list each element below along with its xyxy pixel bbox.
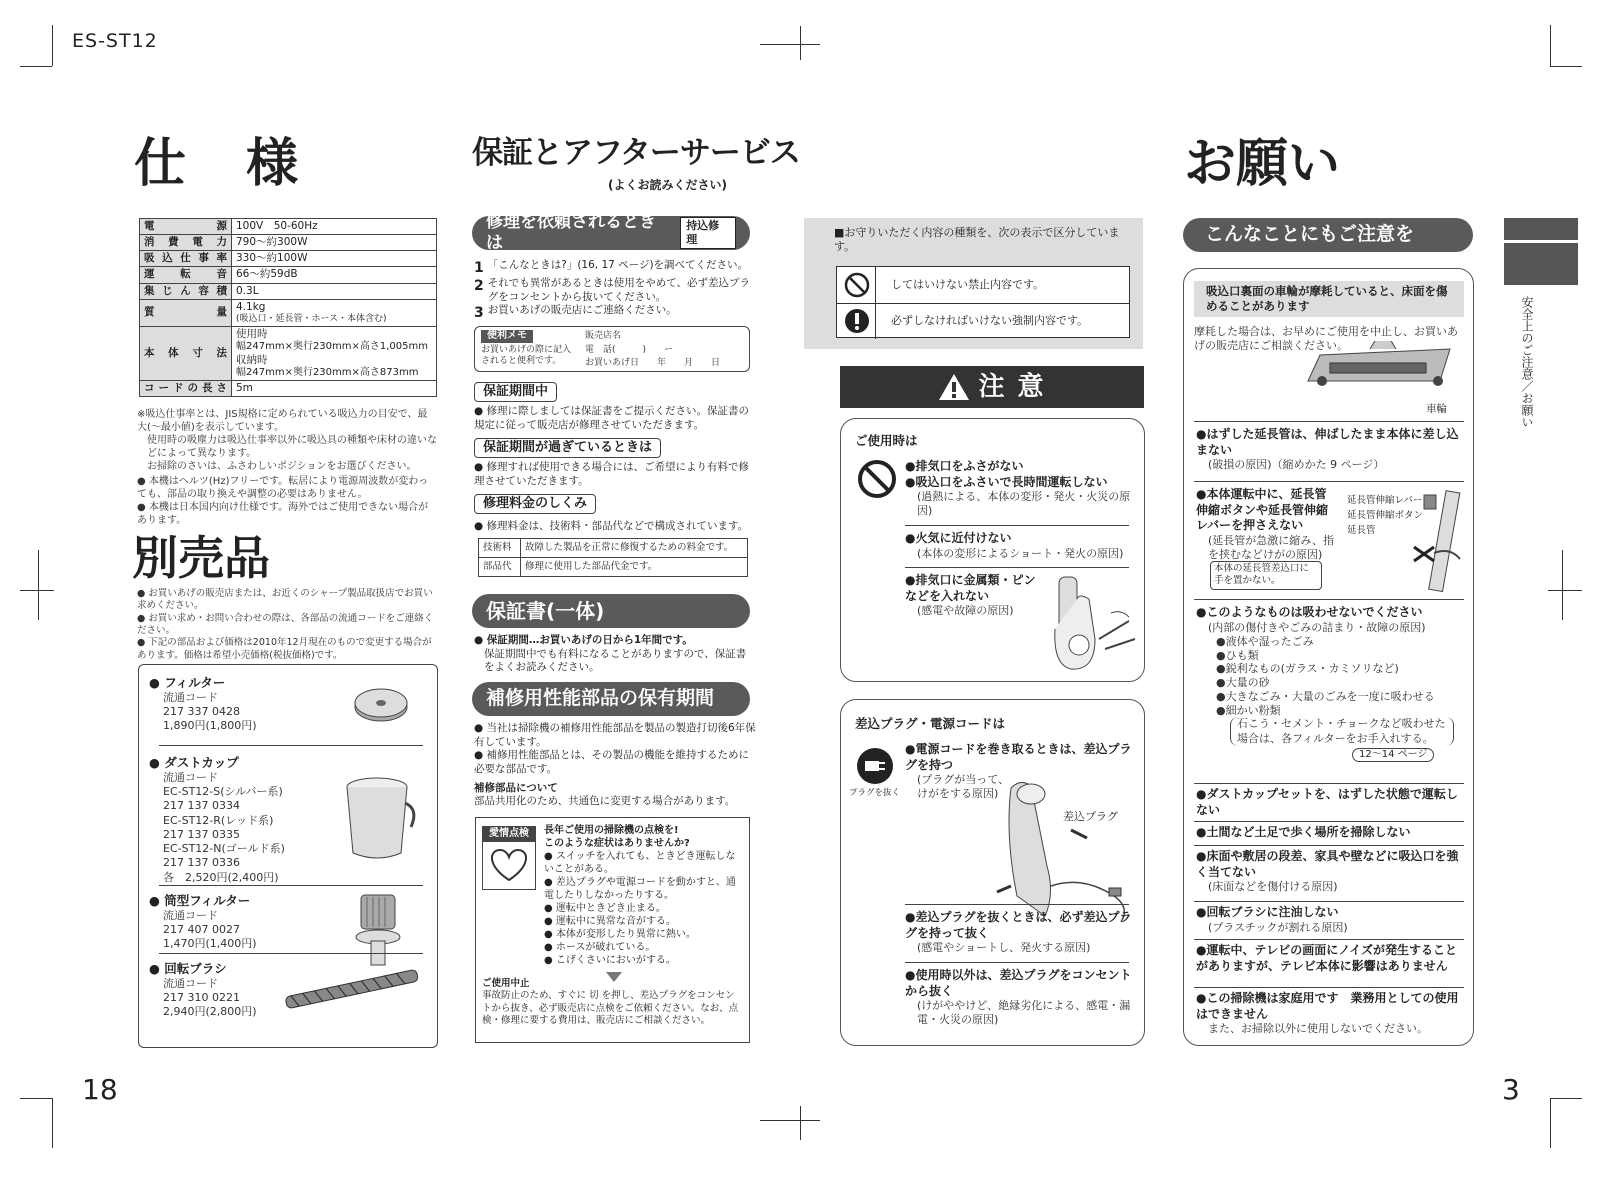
fee-table bbox=[478, 538, 748, 577]
parts-text: ● 当社は掃除機の補修用性能部品を製品の製造打切後6年保有しています。 ● 補修用性能部品とは、その製品の機能を維持するために必要な部品です。 補修部品について 部品共用化のため、共通色に変更する場合があります。 bbox=[474, 722, 756, 808]
warning-icon bbox=[938, 372, 970, 402]
memo-box: 便利メモ お買いあげの際に記入されると便利です。 販売店名 電 話( ) ー お買いあげ日 年 月 日 bbox=[474, 326, 750, 372]
parts-pill: 補修用性能部品の保有期間 bbox=[472, 682, 750, 716]
crop-mark bbox=[20, 1098, 52, 1099]
crop-mark bbox=[1550, 25, 1551, 66]
crop-mark bbox=[760, 44, 820, 45]
request-box: 吸込口裏面の車輪が摩耗していると、床面を傷めることがあります 摩耗した場合は、お早めにご使用を中止し、お買いあげの販売店にご相談ください。 車輪 ●はずした延長管は、伸ばしたまま本体に差し込まない (破損の原因)（縮めかた 9 ページ） ●本体運転中に、延長管伸縮ボタンや延長管伸縮レバーを押さえない (延長管が急激に縮み、指を挟むなどけがの原因) 延長管伸縮レバー 延長管伸縮ボタン 延長管 本体の延長管差込口に手を置かない。 ●このようなものは吸わせないでください (内部の傷付きやごみの詰まり・故障の原因) ●液体や湿ったごみ ●ひも類 ●鋭利なもの(ガラス・カミソリなど) ●大量の砂 ●大きなごみ・大量のごみを一度に吸わせる ●細かい粉類 石こう・セメント・チョークなど吸わせた場合は、各フィルターをお手入れする。 12〜14 ページ ●ダストカップセットを、はずした状態で運転しない ●土間など土足で歩く場所を掃除しない ●床面や敷居の段差、家具や壁などに吸込口を強く当てない (床面などを傷付ける原因) ●回転ブラシに注油しない (プラスチックが割れる原因) ●運転中、テレビの画面にノイズが発生することがありますが、テレビ本体に影響はありません ●この掃除機は家庭用です 業務用としての使用はできません また、お掃除以外に使用しないでください。 bbox=[1183, 268, 1474, 1046]
crop-mark bbox=[1548, 590, 1582, 591]
use-caution-box: ご使用時は ●排気口をふさがない ●吸込口をふさいで長時間運転しない (過熱による、本体の変形・発火・火災の原因) ●火気に近付けない (本体の変形によるショート・発火の原因) ●排気口に金属類・ピンなどを入れない (感電や故障の原因) bbox=[840, 418, 1145, 682]
request-pill: こんなことにもご注意を bbox=[1183, 218, 1473, 252]
caution-banner: 注 意 bbox=[840, 366, 1144, 408]
table-row: 吸込仕事率 330〜約100W bbox=[140, 251, 437, 267]
after-period-label: 保証期間が過ぎているときは bbox=[474, 438, 661, 458]
accessory-cylinder-filter: ● 筒型フィルター 流通コード 217 407 0027 1,470円(1,400円) bbox=[149, 893, 257, 951]
accessories-notes: ● お買いあげの販売店または、お近くのシャープ製品取扱店でお買い求めください。 ● お買い求め・お問い合わせの際は、各部品の流通コードをご連絡ください。 ● 下記の部品および価格は2010年12月現在のもので変更する場合があります。価格は希望小売価格(税抜価格)です。 bbox=[137, 588, 434, 661]
accessories-title: 別売品 bbox=[132, 531, 270, 585]
table-row: 技術料 故障した製品を正常に修復するための料金です。 bbox=[479, 539, 748, 558]
unplug-icon bbox=[855, 746, 895, 786]
table-row: 集じん容積 0.3L bbox=[140, 283, 437, 299]
cylinder-filter-image bbox=[353, 891, 403, 971]
table-row: 本 体 寸 法 使用時 幅247mm×奥行230mm×高さ1,005mm 収納時 幅247mm×奥行230mm×高さ873mm bbox=[140, 327, 437, 381]
wheel-warning: 吸込口裏面の車輪が摩耗していると、床面を傷めることがあります bbox=[1194, 281, 1464, 317]
table-row: 運 転 音 66〜約59dB bbox=[140, 267, 437, 283]
table-row: 電 源 100V 50-60Hz bbox=[140, 219, 437, 235]
service-subtitle: (よくお読みください) bbox=[608, 178, 727, 192]
accessory-filter: ● フィルター 流通コード 217 337 0428 1,890円(1,800円) bbox=[149, 675, 257, 733]
filter-image bbox=[351, 685, 411, 725]
tube-labels: 延長管伸縮レバー 延長管伸縮ボタン 延長管 bbox=[1347, 495, 1424, 536]
vacuum-exhaust-image bbox=[1049, 569, 1139, 675]
table-row: 質 量 4.1kg (吸込口・延長管・ホース・本体含む) bbox=[140, 299, 437, 326]
crop-mark bbox=[1550, 1098, 1582, 1099]
table-row: 部品代 修理に使用した部品代金です。 bbox=[479, 557, 748, 576]
check-badge: 愛情点検 bbox=[482, 826, 536, 890]
period-text: ● 修理に際しましては保証書をご提示ください。保証書の規定に従って販売店が修理させていただきます。 bbox=[474, 405, 749, 431]
crop-mark bbox=[1550, 66, 1582, 67]
prohibit-text: してはいけない禁止内容です。 bbox=[891, 278, 1045, 291]
crop-mark bbox=[800, 1106, 801, 1140]
dont-list: ●液体や湿ったごみ ●ひも類 ●鋭利なもの(ガラス・カミソリなど) ●大量の砂 ●大きなごみ・大量のごみを一度に吸わせる ●細かい粉類 bbox=[1216, 634, 1435, 717]
service-title: 保証とアフターサービス bbox=[472, 135, 800, 171]
extension-tube-image bbox=[1394, 487, 1472, 597]
accessories-box bbox=[138, 664, 438, 1048]
table-row: コードの長さ 5m bbox=[140, 381, 437, 397]
model-number: ES-ST12 bbox=[72, 30, 158, 52]
tube-note: 本体の延長管差込口に手を置かない。 bbox=[1210, 561, 1322, 590]
side-tab bbox=[1504, 218, 1578, 240]
page-number-right: 3 bbox=[1502, 1073, 1520, 1106]
spec-table bbox=[139, 218, 437, 397]
dust-cup-image bbox=[339, 775, 419, 865]
crop-mark bbox=[52, 25, 53, 66]
side-section-label: 安全上のご注意／お願い bbox=[1520, 296, 1534, 428]
crop-mark bbox=[1562, 550, 1563, 620]
request-title: お願い bbox=[1184, 134, 1341, 194]
mandatory-text: 必ずしなければいけない強制内容です。 bbox=[891, 314, 1089, 327]
fee-text: ● 修理料金は、技術料・部品代などで構成されています。 bbox=[474, 520, 749, 532]
accessory-dust-cup: ● ダストカップ 流通コード EC-ST12-S(シルバー系) 217 137 0334 EC-ST12-R(レッド系) 217 137 0335 EC-ST12-N(ゴールド系) 217 137 0336 各 2,520円(2,400円) bbox=[149, 755, 285, 884]
crop-mark bbox=[760, 1120, 820, 1121]
check-box bbox=[475, 817, 750, 1043]
repair-steps: 1 「こんなときは?」(16, 17 ページ)を調べてください。 2 それでも異常があるときは使用をやめて、必ず差込プラグをコンセントから抜いてください。 3 お買いあげの販売店にご連絡ください。 bbox=[474, 259, 751, 322]
crop-mark bbox=[52, 1098, 53, 1148]
table-row: 消 費 電 力 790〜約300W bbox=[140, 235, 437, 251]
crop-mark bbox=[38, 550, 39, 620]
heart-icon bbox=[483, 842, 535, 886]
crop-mark bbox=[800, 26, 801, 60]
stop-use: ご使用中止 事故防止のため、すぐに 切 を押し、差込プラグをコンセントから抜き、必ず販売店に点検をご依頼ください。なお、点検・修理に要する費用は、販売店にご相談ください。 bbox=[482, 978, 739, 1027]
plug-caution-box: 差込プラグ・電源コードは プラグを抜く ●電源コードを巻き取るときは、差込プラグを持つ (プラグが当って、けがをする原因) 差込プラグ ●差込プラグを抜くときは、必ず差込プラグを持って抜く (感電やショートし、発火する原因) ●使用時以外は、差込プラグをコンセントから抜く (けがややけど、絶縁劣化による、感電・漏電・火災の原因) bbox=[840, 699, 1145, 1046]
mandatory-icon bbox=[844, 308, 870, 334]
repair-tag: 持込修理 bbox=[680, 217, 736, 249]
dont-ref: 12〜14 ページ bbox=[1352, 748, 1434, 763]
crop-mark bbox=[20, 590, 54, 591]
page-number-left: 18 bbox=[82, 1073, 118, 1106]
side-tab bbox=[1504, 243, 1578, 285]
repair-pill: 修理を依頼されるときは 持込修理 bbox=[472, 216, 750, 250]
prohibit-icon bbox=[857, 459, 897, 499]
crop-mark bbox=[1550, 1098, 1551, 1148]
period-label: 保証期間中 bbox=[474, 382, 557, 402]
legend-box: ■お守りいただく内容の種類を、次の表示で区分しています。 してはいけない禁止内容です。 必ずしなければいけない強制内容です。 bbox=[804, 218, 1143, 349]
fee-label: 修理料金のしくみ bbox=[474, 494, 596, 514]
nozzle-wheel-image bbox=[1300, 341, 1460, 407]
brush-image bbox=[277, 965, 427, 1015]
after-period-text: ● 修理すれば使用できる場合には、ご希望により有料で修理させていただきます。 bbox=[474, 461, 749, 487]
crop-mark bbox=[20, 66, 52, 67]
plug-label: 差込プラグ bbox=[1063, 810, 1118, 823]
warranty-text: ● 保証期間…お買いあげの日から1年間です。 保証期間中でも有料になることがありますので、保証書をよくお読みください。 bbox=[474, 634, 747, 674]
spec-title: 仕 様 bbox=[134, 134, 303, 194]
warranty-pill: 保証書(一体) bbox=[472, 594, 750, 628]
dont-note: 石こう・セメント・チョークなど吸わせた場合は、各フィルターをお手入れする。 bbox=[1230, 717, 1454, 746]
check-list: 長年ご使用の掃除機の点検を! このような症状はありませんか? ● スイッチを入れても、ときどき運転しないことがある。 ● 差込プラグや電源コードを動かすと、通電したりしなかったりする。 ● 運転中ときどき止まる。 ● 運転中に異常な音がする。 ● 本体が変形したり異常に熱い。 ● ホースが破れている。 ● こげくさいにおいがする。 bbox=[544, 825, 736, 966]
accessory-brush: ● 回転ブラシ 流通コード 217 310 0221 2,940円(2,800円) bbox=[149, 961, 257, 1019]
wheel-label: 車輪 bbox=[1426, 403, 1447, 415]
prohibit-icon bbox=[844, 272, 870, 298]
spec-notes: ※吸込仕事率とは、JIS規格に定められている吸込力の目安で、最大(〜最小値)を表示しています。 使用時の吸塵力は吸込仕事率以外に吸込具の種類や床材の違いなどによって異なります。 お掃除のさいは、ふさわしいポジションをお選びください。 ● 本機はヘルツ(Hz)フリーです。転居により電源周波数が変わっても、部品の取り換えや調整の必要はありません。 ● 本機は日本国内向け仕様です。海外ではご使用できない場合があります。 bbox=[137, 409, 437, 526]
